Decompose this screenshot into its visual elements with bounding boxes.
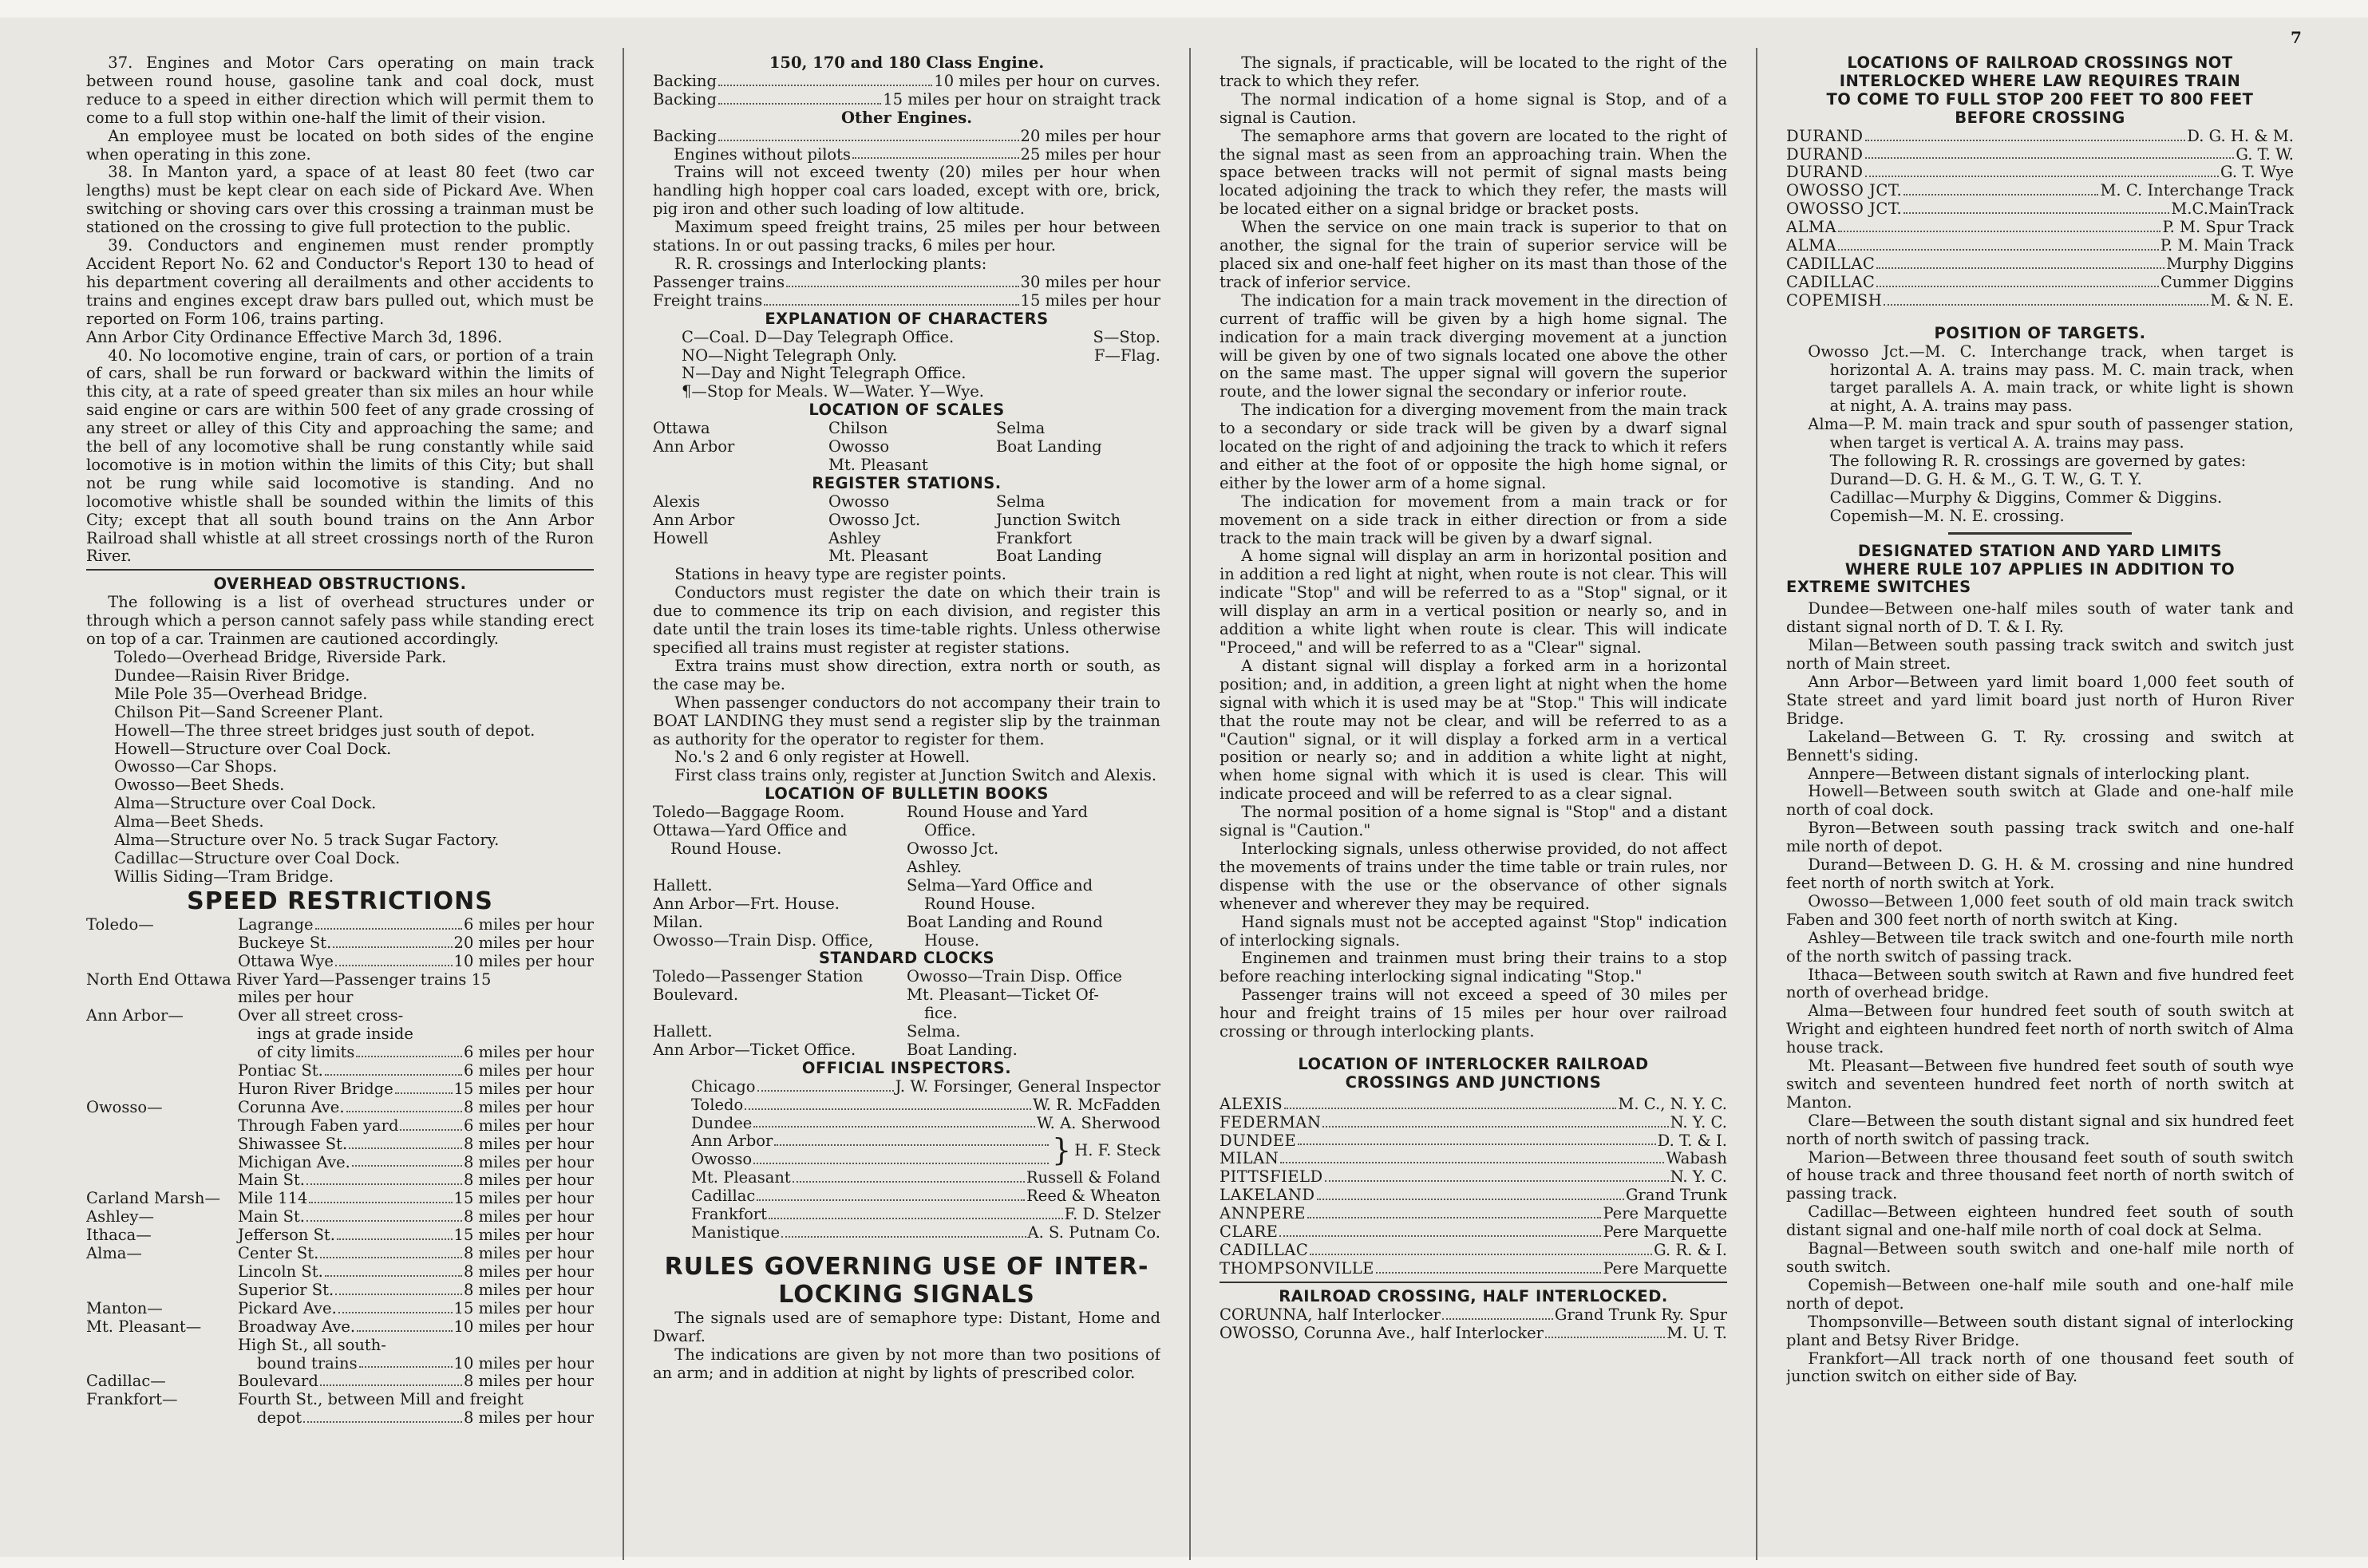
bulletin-books-title: LOCATION OF BULLETIN BOOKS <box>765 784 1049 804</box>
list-item: ¶—Stop for Meals. W—Water. Y—Wye. <box>682 382 984 401</box>
section-rule <box>1948 532 2132 535</box>
signal-rule: A distant signal will display a forked arm in a horizontal position; and, in addition, a green light at night when the home signal with which it is used may be at "Stop." This will indicate that the route may not be clear, and will be referred to as a "Caution" signal, or it will display a forked arm in a vertical position or nearly so; and in addition a white light at night, when home signal with which it is used is clear. This will indicate proceed and will be referred to as a clear signal. <box>1220 656 1727 804</box>
half-interlocked-title: RAILROAD CROSSING, HALF INTERLOCKED. <box>1279 1286 1668 1305</box>
table-row: Toledo— Lagrange 6 miles per hour <box>86 914 594 934</box>
speed-table <box>86 916 594 1428</box>
list-item: NO—Night Telegraph Only. F—Flag. <box>682 346 1160 365</box>
table-row: Mt. Pleasant Russell & Foland <box>691 1168 1160 1187</box>
standard-clocks-title: STANDARD CLOCKS <box>818 949 995 968</box>
hopper-cars-rule: Trains will not exceed twenty (20) miles per hour when handling high hopper coal cars loaded, except with ore, brick, pig iron and other such loading of low altitude. <box>653 163 1160 219</box>
table-row: Cadillac Reed & Wheaton <box>691 1187 1160 1206</box>
bulletin-table: Toledo—Baggage Room. Round House and Yard Ottawa—Yard Office and Office. Round House. Owosso Jct. Ashley. Hallett. Selma—Yard Office and Ann Arbor—Frt. House. Round House. Milan. Boat Landing and Round Owosso—Train Disp. Office, House. <box>653 803 1103 950</box>
signal-rule: The indication for a main track movement in the direction of current of traffic will be given by a high home signal. The indication for a main track diverging movement at a junction will be given by one of two signals located one above the other on the same mast. The upper signal will govern the superior route, and the lower signal the secondary or inferior route. <box>1220 290 1727 401</box>
target-rule: Owosso Jct.—M. C. Interchange track, when target is horizontal A. A. trains may pass. M. C. main track, when target parallels A. A. main track, or white light is shown at night, A. A. trains may pass. <box>1808 342 2294 416</box>
column-2 <box>653 54 1160 1554</box>
list-item: Mile Pole 35—Overhead Bridge. <box>114 684 368 703</box>
yard-limits-title-3: EXTREME SWITCHES <box>1786 578 1971 597</box>
rule-40: 40. No locomotive engine, train of cars, or portion of a train of cars, shall be run forward or backward within the limits of this city, at a rate of speed greater than six miles an hour while said engine or cars are within 500 feet of any grade crossing of any street or alley of this City and approaching the same; and the bell of any locomotive shall be rung constantly while said locomotive is in motion within the limits of this City; but shall not be rung while said locomotive is standing. And no locomotive whistle shall be sounded within the limits of this City; except that all south bound trains on the Ann Arbor Railroad shall whistle at all street crossings north of the Ruron River. <box>86 346 594 566</box>
table-row: Buckeye St. 20 miles per hour <box>238 933 594 952</box>
column-4 <box>1786 54 2294 1554</box>
table-row: CLARE Pere Marquette <box>1220 1222 1727 1242</box>
signals-intro: The signals used are of semaphore type: Distant, Home and Dwarf. <box>653 1308 1160 1345</box>
gate-item: Copemish—M. N. E. crossing. <box>1829 506 2065 525</box>
list-item: Howell—Between south switch at Glade and one-half mile north of coal dock. <box>1786 782 2294 820</box>
crossings-heading: R. R. crossings and Interlocking plants: <box>674 254 987 273</box>
table-row: THOMPSONVILLE Pere Marquette <box>1220 1258 1727 1278</box>
table-row: Mt. Pleasant— Broadway Ave. 10 miles per hour <box>86 1317 594 1336</box>
list-item: Cadillac—Between eighteen hundred feet south of south distant signal and one-half mile north of coal dock at Selma. <box>1786 1203 2294 1240</box>
signal-rule: When the service on one main track is superior to that on another, the signal for the train of superior service will be placed six and one-half feet higher on its mast than those of the track of inferior service. <box>1220 218 1727 291</box>
table-row: Superior St. 8 miles per hour <box>238 1280 594 1299</box>
table-row: DURAND G. T. W. <box>1786 144 2294 164</box>
max-speed-rule: Maximum speed freight trains, 25 miles per hour between stations. In or out passing tracks, 6 miles per hour. <box>653 218 1160 255</box>
table-row: Ann Arbor— Over all street cross- <box>86 1006 404 1025</box>
signals-indications: The indications are given by not more than two positions of an arm; and in addition at night by lights of prescribed color. <box>653 1345 1160 1382</box>
list-item: N—Day and Night Telegraph Office. <box>682 364 967 383</box>
signal-rule: A home signal will display an arm in horizontal position and in addition a red light at night, when route is not clear. This will indicate "Stop" and will be referred to as a "Stop" signal, or it will display an arm in a vertical position or nearly so, and in addition a white light when route is clear. This will indicate "Proceed," and will be referred to as a "Clear" signal. <box>1220 547 1727 657</box>
list-item: Alma—Structure over Coal Dock. <box>114 794 377 813</box>
page-bottom-edge <box>0 1557 2368 1568</box>
signal-rule: Enginemen and trainmen must bring their trains to a stop before reaching interlocking signal indicating "Stop." <box>1220 949 1727 986</box>
yard-limits-title-2: WHERE RULE 107 APPLIES IN ADDITION TO <box>1844 559 2236 579</box>
table-row: OWOSSO, Corunna Ave., half Interlocker M. U. T. <box>1220 1323 1727 1342</box>
table-row: Passenger trains 30 miles per hour <box>653 272 1160 291</box>
table-row: Manistique A. S. Putnam Co. <box>691 1223 1160 1242</box>
table-row: Manton— Pickard Ave. 15 miles per hour <box>86 1298 594 1317</box>
table-row: ALMA P. M. Spur Track <box>1786 218 2294 237</box>
north-end-line-2: miles per hour <box>238 988 354 1007</box>
table-row: DURAND D. G. H. & M. <box>1786 126 2294 145</box>
list-item: Dundee—Between one-half miles south of water tank and distant signal north of D. T. & I. Ry. <box>1786 599 2294 637</box>
table-row: Frankfort— Fourth St., between Mill and freight <box>86 1390 524 1409</box>
characters-title: EXPLANATION OF CHARACTERS <box>765 309 1049 328</box>
gate-item: Durand—D. G. H. & M., G. T. W., G. T. Y. <box>1829 469 2142 488</box>
list-item: Alma—Beet Sheds. <box>114 812 264 831</box>
table-row: Pontiac St. 6 miles per hour <box>238 1061 594 1080</box>
obstructions-list <box>114 649 594 887</box>
table-row: Carland Marsh— Mile 114 15 miles per hour <box>86 1189 594 1208</box>
target-rule: Alma—P. M. main track and spur south of passenger station, when target is vertical A. A. trains may pass. <box>1808 415 2294 452</box>
signal-rule: The indication for a diverging movement from the main track to a secondary or side track will be given by a dwarf signal located on the right of and adjoining the track to which it refers and either at the foot of or opposite the high home signal, or either by the lower arm of a home signal. <box>1220 401 1727 492</box>
table-row: MILAN Wabash <box>1220 1149 1727 1168</box>
list-item: Alma—Structure over No. 5 track Sugar Factory. <box>114 831 500 850</box>
table-row: High St., all south- <box>238 1335 386 1354</box>
list-item: Mt. Pleasant—Between five hundred feet south of south wye switch and seventeen hundred feet north of north switch at Manton. <box>1786 1057 2294 1112</box>
register-rule: No.'s 2 and 6 only register at Howell. <box>674 748 971 767</box>
yard-limits-title: DESIGNATED STATION AND YARD LIMITS <box>1857 541 2223 560</box>
table-row: Cadillac— Boulevard 8 miles per hour <box>86 1372 594 1391</box>
list-item: Thompsonville—Between south distant signal of interlocking plant and Betsy River Bridge. <box>1786 1312 2294 1349</box>
scales-title: LOCATION OF SCALES <box>808 401 1005 420</box>
interlocking-rules-title-2: LOCKING SIGNALS <box>778 1280 1035 1309</box>
table-row: Huron River Bridge 15 miles per hour <box>238 1079 594 1098</box>
signal-rule: Passenger trains will not exceed a speed of 30 miles per hour and freight trains of 15 miles per hour over railroad crossing or through interlocking plants. <box>1220 985 1727 1041</box>
brace-glyph: } <box>1052 1132 1072 1168</box>
signal-rule: The signals, if practicable, will be located to the right of the track to which they refer. <box>1220 54 1727 90</box>
junctions-table <box>1220 1096 1727 1278</box>
list-item: Owosso—Car Shops. <box>114 757 278 776</box>
table-row: Freight trains 15 miles per hour <box>653 290 1160 310</box>
official-inspectors-title: OFFICIAL INSPECTORS. <box>801 1058 1012 1077</box>
table-row: ALEXIS M. C., N. Y. C. <box>1220 1094 1727 1113</box>
list-item: Chilson Pit—Sand Screener Plant. <box>114 702 384 721</box>
column-divider <box>1189 48 1191 1560</box>
crossings-title-4: BEFORE CROSSING <box>1955 108 2125 127</box>
gate-item: Cadillac—Murphy & Diggins, Commer & Diggins. <box>1829 488 2223 507</box>
list-item: Dundee—Raisin River Bridge. <box>114 666 350 685</box>
clocks-table: Toledo—Passenger Station Owosso—Train Disp. Office Boulevard. Mt. Pleasant—Ticket Of- fice. Hallett. Selma. Ann Arbor—Ticket Office. Boat Landing. <box>653 967 1122 1059</box>
table-row: DURAND G. T. Wye <box>1786 163 2294 182</box>
signal-rule: Interlocking signals, unless otherwise provided, do not affect the movements of trains under the time table or train rules, nor dispense with the use or the observance of other signals whenever and wherever they may be required. <box>1220 839 1727 913</box>
list-item: Cadillac—Structure over Coal Dock. <box>114 848 401 867</box>
interlocking-rules-title: RULES GOVERNING USE OF INTER- <box>664 1252 1149 1281</box>
table-row: CADILLAC Cummer Diggins <box>1786 272 2294 291</box>
table-row: Backing 10 miles per hour on curves. <box>653 71 1160 90</box>
register-rule: Extra trains must show direction, extra north or south, as the case may be. <box>653 656 1160 693</box>
list-item: Byron—Between south passing track switch and one-half mile north of depot. <box>1786 819 2294 856</box>
list-item: Owosso—Between 1,000 feet south of old main track switch Faben and 300 feet north of north switch at King. <box>1786 891 2294 929</box>
table-row: CADILLAC Murphy Diggins <box>1786 254 2294 273</box>
list-item: Willis Siding—Tram Bridge. <box>114 867 334 886</box>
crossings-table <box>1786 128 2294 310</box>
column-divider <box>1756 48 1757 1560</box>
overhead-obstructions-title: OVERHEAD OBSTRUCTIONS. <box>213 575 467 594</box>
section-rule <box>86 569 594 571</box>
table-row: Shiwassee St. 8 miles per hour <box>238 1134 594 1153</box>
table-row: Ithaca— Jefferson St. 15 miles per hour <box>86 1226 594 1245</box>
list-item: Owosso—Beet Sheds. <box>114 776 285 795</box>
section-rule <box>1220 1282 1727 1283</box>
characters-list <box>653 329 1160 402</box>
inspectors-table <box>653 1078 1160 1242</box>
table-row: Toledo W. R. McFadden <box>691 1095 1160 1114</box>
table-row: LAKELAND Grand Trunk <box>1220 1186 1727 1205</box>
signal-rule: The normal indication of a home signal is Stop, and of a signal is Caution. <box>1220 89 1727 127</box>
table-row: of city limits 6 miles per hour <box>257 1043 594 1062</box>
register-note: Stations in heavy type are register points. <box>674 565 1006 584</box>
obstructions-intro: The following is a list of overhead structures under or through which a person cannot safely pass while standing erect on top of a car. Trainmen are cautioned accordingly. <box>86 593 594 649</box>
table-row: Ann Arbor Owosso } H. F. Steck <box>691 1132 1160 1169</box>
table-row: Ashley— Main St. 8 miles per hour <box>86 1207 594 1226</box>
table-row: CADILLAC G. R. & I. <box>1220 1241 1727 1259</box>
list-item: Howell—Structure over Coal Dock. <box>114 739 392 758</box>
list-item: Copemish—Between one-half mile south and one-half mile north of depot. <box>1786 1275 2294 1313</box>
speed-restrictions-title: SPEED RESTRICTIONS <box>187 887 493 915</box>
interlocker-title-2: CROSSINGS AND JUNCTIONS <box>1345 1072 1602 1092</box>
column-3 <box>1220 54 1727 1554</box>
table-row: Main St. 8 miles per hour <box>238 1171 594 1190</box>
table-row: Dundee W. A. Sherwood <box>691 1113 1160 1132</box>
register-stations-title: REGISTER STATIONS. <box>812 473 1002 492</box>
register-table: Alexis Owosso Selma Ann Arbor Owosso Jct. Junction Switch Howell Ashley Frankfort Mt. Pleasant Boat Landing <box>653 492 1121 566</box>
table-row: Frankfort F. D. Stelzer <box>691 1205 1160 1224</box>
list-item: Durand—Between D. G. H. & M. crossing and nine hundred feet north of north switch at York. <box>1786 855 2294 892</box>
scales-table: Ottawa Chilson Selma Ann Arbor Owosso Boat Landing Mt. Pleasant <box>653 419 1102 474</box>
signal-rule: The indication for movement from a main track or for movement on a side track in either direction or from a side track to the main track will be given by a dwarf signal. <box>1220 492 1727 547</box>
table-row: PITTSFIELD N. Y. C. <box>1220 1167 1727 1187</box>
page-top-edge <box>0 0 2368 18</box>
table-row: bound trains 10 miles per hour <box>257 1353 594 1372</box>
list-item: Clare—Between the south distant signal and six hundred feet north of north switch of passing track. <box>1786 1111 2294 1148</box>
table-row: OWOSSO JCT. M.C.MainTrack <box>1786 199 2294 219</box>
table-row: ings at grade inside <box>257 1025 413 1044</box>
page-number: 7 <box>2291 28 2302 47</box>
table-row: ALMA P. M. Main Track <box>1786 236 2294 255</box>
table-row: CORUNNA, half Interlocker Grand Trunk Ry. Spur <box>1220 1305 1727 1324</box>
table-row: ANNPERE Pere Marquette <box>1220 1204 1727 1223</box>
table-row: Ottawa Wye 10 miles per hour <box>238 951 594 970</box>
list-item: Frankfort—All track north of one thousand feet south of junction switch on either side of Bay. <box>1786 1349 2294 1386</box>
list-item: Annpere—Between distant signals of interlocking plant. <box>1808 764 2251 783</box>
list-item: Bagnal—Between south switch and one-half mile north of south switch. <box>1786 1239 2294 1276</box>
table-row: Backing 15 miles per hour on straight track <box>653 89 1160 109</box>
table-row: COPEMISH M. & N. E. <box>1786 290 2294 310</box>
table-row: DUNDEE D. T. & I. <box>1220 1131 1727 1150</box>
table-row: Through Faben yard 6 miles per hour <box>238 1116 594 1135</box>
crossings-title: LOCATIONS OF RAILROAD CROSSINGS NOT <box>1847 54 2233 72</box>
gates-heading: The following R. R. crossings are governed by gates: <box>1829 452 2247 471</box>
other-engines-title: Other Engines. <box>840 108 973 127</box>
list-item: Ithaca—Between south switch at Rawn and five hundred feet north of overhead bridge. <box>1786 965 2294 1002</box>
list-item: Howell—The three street bridges just south of depot. <box>114 721 536 740</box>
list-item: Toledo—Overhead Bridge, Riverside Park. <box>114 648 447 666</box>
rule-39: 39. Conductors and enginemen must render promptly Accident Report No. 62 and Conductor's Report 130 to head of his department covering all derailments and other accidents to trains and engines except draw bars pulled out, which must be reported on Form 106, trains parting. <box>86 236 594 328</box>
list-item: Alma—Between four hundred feet south of south switch at Wright and eighteen hundred feet north of north switch of Alma house track. <box>1786 1001 2294 1057</box>
register-rule: First class trains only, register at Junction Switch and Alexis. <box>674 766 1157 785</box>
rule-37: 37. Engines and Motor Cars operating on main track between round house, gasoline tank and coal dock, must reduce to a speed in either direction which will permit them to come to a full stop within one-half the limit of their vision. <box>86 54 594 127</box>
table-row: Owosso— Corunna Ave. 8 miles per hour <box>86 1097 594 1116</box>
table-row: depot 8 miles per hour <box>257 1408 594 1428</box>
register-rule: Conductors must register the date on which their train is due to commence its trip on each division, and register this date until the train loses its time-table rights. Unless otherwise specified all trains must register at register stations. <box>653 583 1160 657</box>
column-1 <box>86 54 594 1554</box>
table-row: Engines without pilots 25 miles per hour <box>674 144 1160 164</box>
interlocker-title: LOCATION OF INTERLOCKER RAILROAD <box>1298 1054 1649 1073</box>
targets-title: POSITION OF TARGETS. <box>1934 323 2146 342</box>
table-row: OWOSSO JCT. M. C. Interchange Track <box>1786 181 2294 200</box>
table-row: Lincoln St. 8 miles per hour <box>238 1262 594 1281</box>
list-item: Milan—Between south passing track switch and switch just north of Main street. <box>1786 636 2294 673</box>
list-item: Marion—Between three thousand feet south of south switch of house track and three thousand feet north of north switch of passing track. <box>1786 1147 2294 1203</box>
table-row: Chicago J. W. Forsinger, General Inspector <box>691 1076 1160 1096</box>
table-row: Michigan Ave. 8 miles per hour <box>238 1152 594 1171</box>
signal-rule: Hand signals must not be accepted against "Stop" indication of interlocking signals. <box>1220 912 1727 950</box>
ordinance-heading: Ann Arbor City Ordinance Effective March 3d, 1896. <box>86 327 503 346</box>
signal-rule: The semaphore arms that govern are located to the right of the signal mast as seen from an approaching train. When the space between tracks will not permit of signal masts being located adjoining the track to which they refer, the masts will be located either on a signal bridge or bracket posts. <box>1220 126 1727 219</box>
rule-38: 38. In Manton yard, a space of at least 80 feet (two car lengths) must be kept clear on each side of Pickard Ave. When switching or shoving cars over this crossing a trainman must be stationed on the crossing to give full protection to the public. <box>86 163 594 237</box>
list-item: Ann Arbor—Between yard limit board 1,000 feet south of State street and yard limit board just north of Huron River Bridge. <box>1786 673 2294 728</box>
table-row: Backing 20 miles per hour <box>653 126 1160 145</box>
crossings-title-3: TO COME TO FULL STOP 200 FEET TO 800 FEET <box>1826 89 2254 109</box>
yard-limits-list <box>1786 600 2294 1386</box>
list-item: Lakeland—Between G. T. Ry. crossing and switch at Bennett's siding. <box>1786 727 2294 764</box>
rule-37-note: An employee must be located on both sides of the engine when operating in this zone. <box>86 126 594 164</box>
column-divider <box>623 48 624 1560</box>
register-rule: When passenger conductors do not accompany their train to BOAT LANDING they must send a register slip by the trainman as authority for the operator to register for them. <box>653 693 1160 748</box>
crossings-title-2: INTERLOCKED WHERE LAW REQUIRES TRAIN <box>1839 71 2241 90</box>
table-row: FEDERMAN N. Y. C. <box>1220 1112 1727 1132</box>
signal-rule: The normal position of a home signal is "Stop" and a distant signal is "Caution." <box>1220 803 1727 840</box>
table-row: Alma— Center St. 8 miles per hour <box>86 1244 594 1263</box>
list-item: C—Coal. D—Day Telegraph Office. S—Stop. <box>682 327 1160 346</box>
list-item: Ashley—Between tile track switch and one-fourth mile north of the north switch of passing track. <box>1786 928 2294 966</box>
north-end-line: North End Ottawa River Yard—Passenger trains 15 <box>86 970 492 989</box>
class-engine-title: 150, 170 and 180 Class Engine. <box>769 54 1045 72</box>
